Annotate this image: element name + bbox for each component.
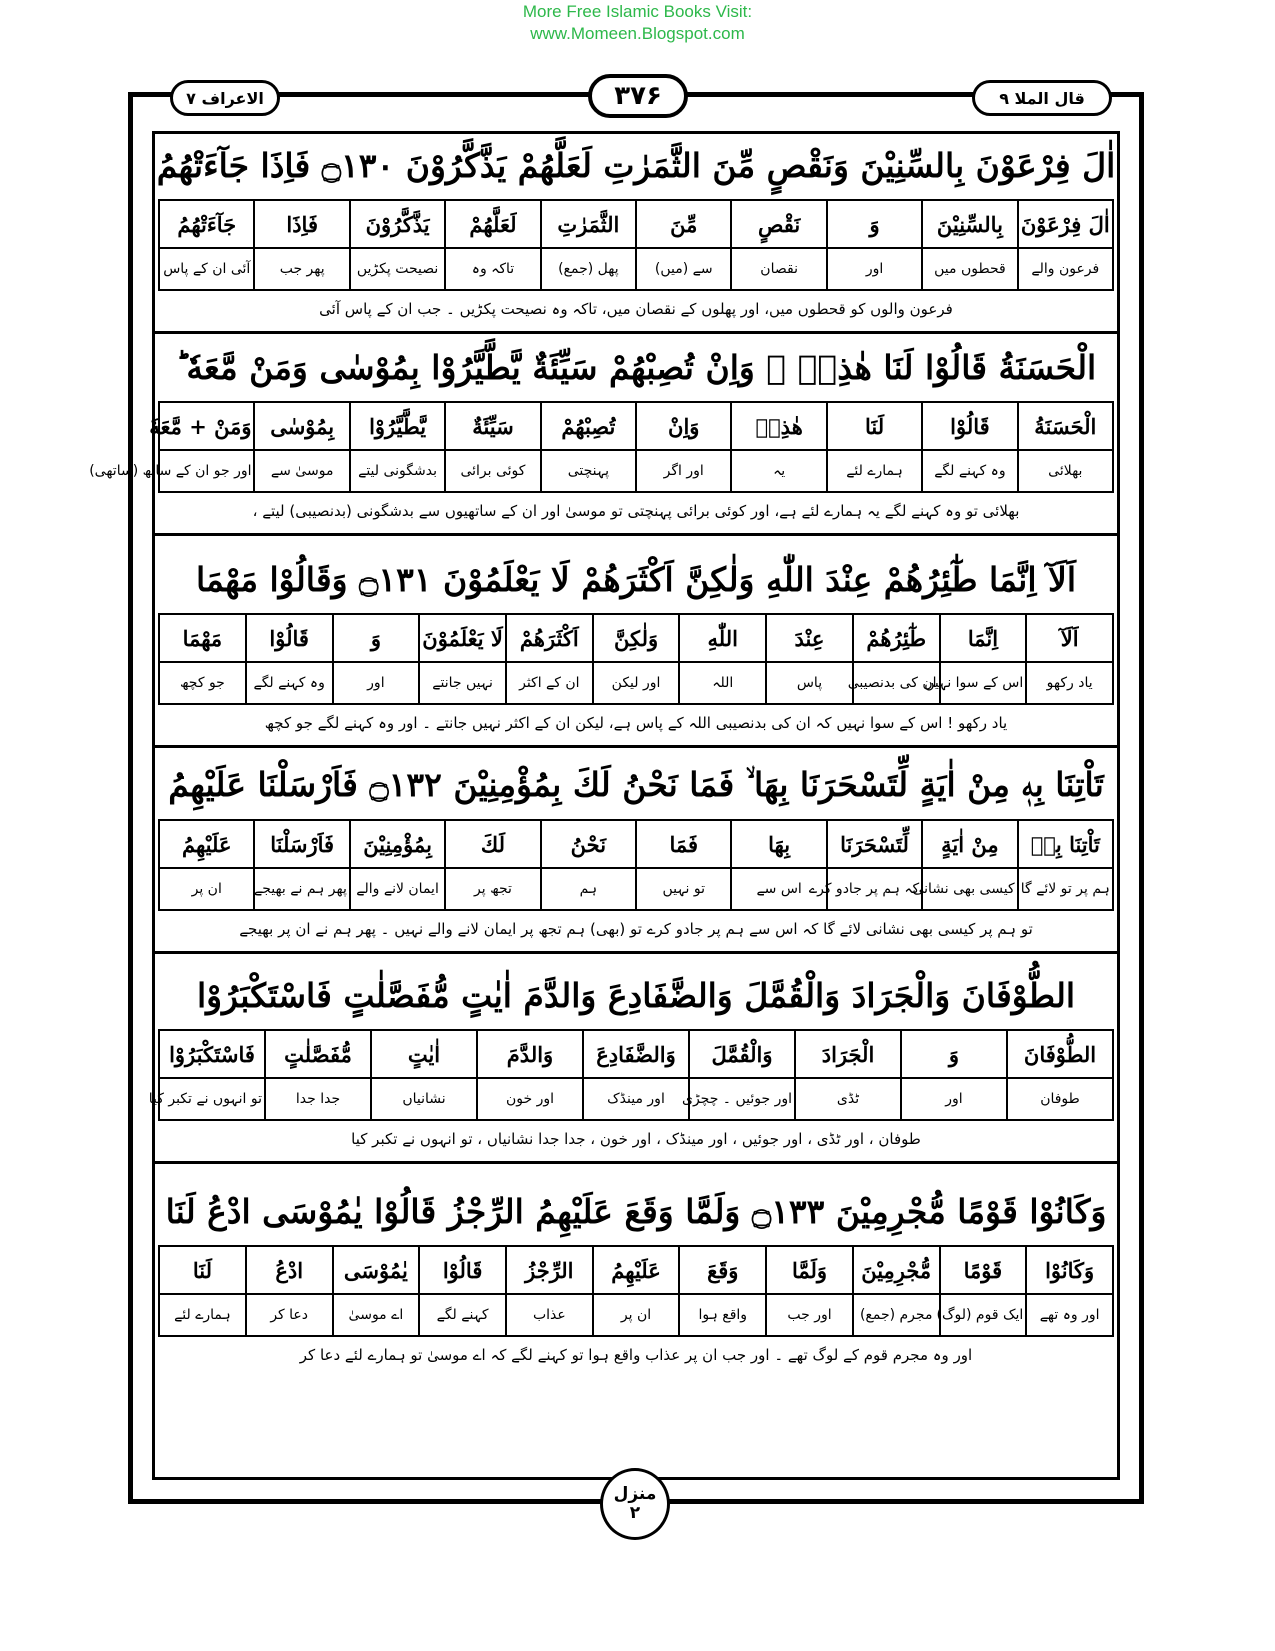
- arabic-verse-line: وَكَانُوْا قَوْمًا مُّجْرِمِيْنَ ۝١٣٣ وَلَمَّا وَقَعَ عَلَيْهِمُ الرِّجْزُ قَالُوْا يٰمُوْسَى ادْعُ لَنَا: [165, 1191, 1107, 1231]
- urdu-meaning-cell: مجرم (جمع): [853, 1294, 940, 1336]
- urdu-meaning-cell: اے موسیٰ: [333, 1294, 420, 1336]
- urdu-meaning-cell: پہنچتی: [541, 450, 636, 492]
- arabic-words-row: [159, 200, 1113, 248]
- urdu-translation-line: بھلائی تو وہ کہنے لگے یہ ہمارے لئے ہے، اور کوئی برائی پہنچتی تو موسیٰ اور ان کے ساتھیوں سے بدشگونی (بدنصیبی) لیتے ،: [252, 502, 1020, 520]
- urdu-meaning-cell: پھر جب: [254, 248, 349, 290]
- urdu-translation-line: تو ہم پر کیسی بھی نشانی لائے گا کہ اس سے ہم پر جادو کرے تو (بھی) ہم تجھ پر ایمان لانے والے نہیں ۔ پھر ہم نے ان پر بھیجے: [239, 920, 1033, 938]
- urdu-meaning-cell: نشانیاں: [371, 1078, 477, 1120]
- arabic-word-cell: يٰمُوْسَى: [333, 1246, 420, 1294]
- arabic-word-cell: وَلٰكِنَّ: [593, 614, 680, 662]
- urdu-meaning-cell: فرعون والے: [1018, 248, 1113, 290]
- urdu-meaning-cell: اور: [901, 1078, 1007, 1120]
- arabic-word-cell: الْحَسَنَةُ: [1018, 402, 1113, 450]
- arabic-word-cell: وَالدَّمَ: [477, 1030, 583, 1078]
- urdu-meaning-cell: واقع ہوا: [679, 1294, 766, 1336]
- arabic-word-cell: يَذَّكَّرُوْنَ: [350, 200, 445, 248]
- urdu-meaning-cell: تو نہیں: [636, 868, 731, 910]
- surah-label: الاعراف ۷: [170, 80, 280, 116]
- arabic-word-cell: اٰيٰتٍ: [371, 1030, 477, 1078]
- urdu-meaning-cell: ٹڈی: [795, 1078, 901, 1120]
- section-divider: [155, 331, 1117, 334]
- arabic-words-row: [159, 614, 1113, 662]
- manzil-label: منزل: [613, 1484, 657, 1505]
- urdu-meaning-cell: ان کی بدنصیبی: [853, 662, 940, 704]
- arabic-word-cell: وَالضَّفَادِعَ: [583, 1030, 689, 1078]
- word-meaning-table: [158, 613, 1114, 705]
- urdu-meaning-cell: ان پر: [593, 1294, 680, 1336]
- arabic-word-cell: بِالسِّنِيْنَ: [922, 200, 1017, 248]
- arabic-word-cell: لَنَا: [159, 1246, 246, 1294]
- urdu-meaning-cell: اور اگر: [636, 450, 731, 492]
- promo-line-1: More Free Islamic Books Visit:: [522, 2, 753, 21]
- arabic-word-cell: جَآءَتْهُمُ: [159, 200, 254, 248]
- urdu-meaning-cell: اور جوئیں ۔ چچڑی: [689, 1078, 795, 1120]
- urdu-meaning-cell: آئی ان کے پاس: [159, 248, 254, 290]
- urdu-meaning-cell: اور وہ تھے: [1026, 1294, 1113, 1336]
- arabic-word-cell: لَنَا: [827, 402, 922, 450]
- arabic-word-cell: الثَّمَرٰتِ: [541, 200, 636, 248]
- promo-website-link[interactable]: www.Momeen.Blogspot.com: [530, 24, 745, 43]
- urdu-meaning-cell: ان پر: [159, 868, 254, 910]
- arabic-word-cell: مُّفَصَّلٰتٍ: [265, 1030, 371, 1078]
- urdu-meaning-cell: کوئی برائی: [445, 450, 540, 492]
- arabic-word-cell: فَاسْتَكْبَرُوْا: [159, 1030, 265, 1078]
- word-meaning-table: [158, 819, 1114, 911]
- urdu-translation-line: طوفان ، اور ٹڈی ، اور جوئیں ، اور مینڈک ، اور خون ، جدا جدا نشانیاں ، تو انہوں نے تکبر کیا: [351, 1130, 921, 1148]
- urdu-meaning-cell: موسیٰ سے: [254, 450, 349, 492]
- arabic-word-cell: مُّجْرِمِيْنَ: [853, 1246, 940, 1294]
- arabic-word-cell: قَالُوْا: [419, 1246, 506, 1294]
- urdu-meaning-cell: ہم: [541, 868, 636, 910]
- urdu-meaning-cell: نصیحت پکڑیں: [350, 248, 445, 290]
- arabic-word-cell: وَالْقُمَّلَ: [689, 1030, 795, 1078]
- arabic-word-cell: اَلَآ: [1026, 614, 1113, 662]
- urdu-translation-line: یاد رکھو ! اس کے سوا نہیں کہ ان کی بدنصیبی اللہ کے پاس ہے، لیکن ان کے اکثر نہیں جانتے ۔ اور وہ کہنے لگے جو کچھ: [264, 714, 1008, 732]
- arabic-word-cell: لَا يَعْلَمُوْنَ: [419, 614, 506, 662]
- urdu-meaning-cell: ایمان لانے والے: [350, 868, 445, 910]
- urdu-meaning-cell: کہنے لگے: [419, 1294, 506, 1336]
- arabic-word-cell: قَالُوْا: [246, 614, 333, 662]
- arabic-word-cell: بِمُؤْمِنِيْنَ: [350, 820, 445, 868]
- arabic-word-cell: عِنْدَ: [766, 614, 853, 662]
- urdu-meaning-cell: اور: [827, 248, 922, 290]
- arabic-word-cell: عَلَيْهِمُ: [159, 820, 254, 868]
- urdu-meaning-cell: اس سے: [731, 868, 826, 910]
- arabic-verse-line: تَاْتِنَا بِهٖ مِنْ اٰيَةٍ لِّتَسْحَرَنَا بِهَا ۙ فَمَا نَحْنُ لَكَ بِمُؤْمِنِيْنَ ۝١٣٢ فَاَرْسَلْنَا عَلَيْهِمُ: [168, 765, 1104, 804]
- urdu-meaning-cell: دعا کر: [246, 1294, 333, 1336]
- urdu-meaning-cell: جدا جدا: [265, 1078, 371, 1120]
- word-meaning-table: [158, 199, 1114, 291]
- urdu-meaning-cell: اور مینڈک: [583, 1078, 689, 1120]
- urdu-meaning-cell: نہیں جانتے: [419, 662, 506, 704]
- arabic-word-cell: قَوْمًا: [940, 1246, 1027, 1294]
- arabic-words-row: [159, 1030, 1113, 1078]
- urdu-meaning-cell: اور جو ان کے ساتھ (ساتھی): [159, 450, 254, 492]
- urdu-meaning-cell: یہ: [731, 450, 826, 492]
- word-meaning-table: [148, 1029, 1114, 1121]
- arabic-word-cell: سَيِّئَةٌ: [445, 402, 540, 450]
- urdu-meaning-cell: اور: [333, 662, 420, 704]
- urdu-meanings-row: [159, 868, 1113, 910]
- arabic-verse-line: اٰلَ فِرْعَوْنَ بِالسِّنِيْنَ وَنَقْصٍ مِّنَ الثَّمَرٰتِ لَعَلَّهُمْ يَذَّكَّرُوْنَ ۝١٣٠ فَاِذَا جَآءَتْهُمُ: [156, 145, 1116, 185]
- arabic-word-cell: الرِّجْزُ: [506, 1246, 593, 1294]
- arabic-word-cell: فَاَرْسَلْنَا: [254, 820, 349, 868]
- urdu-meanings-row: [159, 450, 1113, 492]
- arabic-word-cell: وَمَنْ + مَّعَهٗ: [159, 402, 254, 450]
- arabic-word-cell: وَ: [333, 614, 420, 662]
- arabic-word-cell: وَكَانُوْا: [1026, 1246, 1113, 1294]
- urdu-meaning-cell: پھل (جمع): [541, 248, 636, 290]
- page-number: ۳۷۶: [588, 74, 688, 118]
- word-meaning-table: [158, 1245, 1114, 1337]
- arabic-word-cell: مَهْمَا: [159, 614, 246, 662]
- urdu-meaning-cell: ان کے اکثر: [506, 662, 593, 704]
- urdu-meaning-cell: ہمارے لئے: [827, 450, 922, 492]
- arabic-word-cell: تَاْتِنَا بِهٖ: [1018, 820, 1113, 868]
- urdu-meaning-cell: سے (میں): [636, 248, 731, 290]
- section-divider: [155, 533, 1117, 536]
- section-divider: [155, 745, 1117, 748]
- urdu-meaning-cell: ہم پر تو لائے گا: [1018, 868, 1113, 910]
- urdu-meaning-cell: اس کے سوا نہیں: [940, 662, 1027, 704]
- word-meaning-table: [89, 401, 1114, 493]
- arabic-verse-line: اَلَآ اِنَّمَا طٰٓئِرُهُمْ عِنْدَ اللّٰهِ وَلٰكِنَّ اَكْثَرَهُمْ لَا يَعْلَمُوْنَ ۝١٣١ وَقَالُوْا مَهْمَا: [196, 559, 1076, 599]
- arabic-word-cell: اَكْثَرَهُمْ: [506, 614, 593, 662]
- urdu-meanings-row: [159, 1294, 1113, 1336]
- arabic-word-cell: ادْعُ: [246, 1246, 333, 1294]
- manzil-marker: [600, 1468, 670, 1540]
- arabic-word-cell: نَقْصٍ: [731, 200, 826, 248]
- urdu-meaning-cell: یاد رکھو: [1026, 662, 1113, 704]
- manzil-number: ۲: [629, 1503, 641, 1523]
- urdu-meaning-cell: عذاب: [506, 1294, 593, 1336]
- arabic-word-cell: هٰذِهٖ: [731, 402, 826, 450]
- arabic-word-cell: لَعَلَّهُمْ: [445, 200, 540, 248]
- arabic-word-cell: نَحْنُ: [541, 820, 636, 868]
- urdu-meaning-cell: ہمارے لئے: [159, 1294, 246, 1336]
- arabic-words-row: [159, 402, 1113, 450]
- arabic-word-cell: مِّنَ: [636, 200, 731, 248]
- arabic-word-cell: لَكَ: [445, 820, 540, 868]
- urdu-meaning-cell: قحطوں میں: [922, 248, 1017, 290]
- arabic-word-cell: الطُّوْفَانَ: [1007, 1030, 1113, 1078]
- arabic-word-cell: بِمُوْسٰى: [254, 402, 349, 450]
- arabic-word-cell: مِنْ اٰيَةٍ: [922, 820, 1017, 868]
- urdu-meaning-cell: کیسی بھی نشانی: [922, 868, 1017, 910]
- urdu-meaning-cell: اور جب: [766, 1294, 853, 1336]
- arabic-word-cell: وَلَمَّا: [766, 1246, 853, 1294]
- urdu-meaning-cell: تاکہ وہ: [445, 248, 540, 290]
- urdu-meaning-cell: وہ کہنے لگے: [246, 662, 333, 704]
- urdu-meaning-cell: پاس: [766, 662, 853, 704]
- urdu-meaning-cell: اللہ: [679, 662, 766, 704]
- arabic-words-row: [159, 820, 1113, 868]
- section-divider: [155, 951, 1117, 954]
- arabic-word-cell: الْجَرَادَ: [795, 1030, 901, 1078]
- urdu-meaning-cell: پھر ہم نے بھیجے: [254, 868, 349, 910]
- arabic-word-cell: بِهَا: [731, 820, 826, 868]
- urdu-meaning-cell: بدشگونی لیتے: [350, 450, 445, 492]
- arabic-word-cell: تُصِبْهُمْ: [541, 402, 636, 450]
- arabic-word-cell: اِنَّمَا: [940, 614, 1027, 662]
- urdu-meaning-cell: اور خون: [477, 1078, 583, 1120]
- arabic-words-row: [159, 1246, 1113, 1294]
- urdu-translation-line: فرعون والوں کو قحطوں میں، اور پھلوں کے نقصان میں، تاکہ وہ نصیحت پکڑیں ۔ جب ان کے پاس آئی: [319, 300, 953, 318]
- urdu-meaning-cell: ایک قوم (لوگ): [940, 1294, 1027, 1336]
- urdu-meaning-cell: تجھ پر: [445, 868, 540, 910]
- arabic-word-cell: اٰلَ فِرْعَوْنَ: [1018, 200, 1113, 248]
- arabic-word-cell: يَّطَّيَّرُوْا: [350, 402, 445, 450]
- urdu-meaning-cell: تو انہوں نے تکبر کیا: [159, 1078, 265, 1120]
- urdu-meaning-cell: اور لیکن: [593, 662, 680, 704]
- urdu-meaning-cell: کہ ہم پر جادو کرے: [827, 868, 922, 910]
- arabic-word-cell: وَ: [901, 1030, 1007, 1078]
- arabic-word-cell: وَ: [827, 200, 922, 248]
- arabic-word-cell: لِّتَسْحَرَنَا: [827, 820, 922, 868]
- arabic-word-cell: فَمَا: [636, 820, 731, 868]
- arabic-verse-line: الْحَسَنَةُ قَالُوْا لَنَا هٰذِهٖ ۚ وَاِنْ تُصِبْهُمْ سَيِّئَةٌ يَّطَّيَّرُوْا بِمُوْسٰى وَمَنْ مَّعَهٗ ؕ: [175, 347, 1097, 387]
- juz-label: قال الملا ۹: [972, 80, 1112, 116]
- arabic-word-cell: وَاِنْ: [636, 402, 731, 450]
- urdu-meaning-cell: طوفان: [1007, 1078, 1113, 1120]
- urdu-meaning-cell: وہ کہنے لگے: [922, 450, 1017, 492]
- urdu-meanings-row: [159, 662, 1113, 704]
- arabic-word-cell: طٰٓئِرُهُمْ: [853, 614, 940, 662]
- arabic-word-cell: فَاِذَا: [254, 200, 349, 248]
- urdu-meanings-row: [159, 248, 1113, 290]
- urdu-meanings-row: [159, 1078, 1113, 1120]
- urdu-meaning-cell: نقصان: [731, 248, 826, 290]
- arabic-word-cell: قَالُوْا: [922, 402, 1017, 450]
- section-divider: [155, 1161, 1117, 1164]
- urdu-meaning-cell: جو کچھ: [159, 662, 246, 704]
- arabic-word-cell: اللّٰهِ: [679, 614, 766, 662]
- urdu-translation-line: اور وہ مجرم قوم کے لوگ تھے ۔ اور جب ان پر عذاب واقع ہوا تو کہنے لگے کہ اے موسیٰ تو ہمارے لئے دعا کر: [299, 1346, 973, 1364]
- arabic-verse-line: الطُّوْفَانَ وَالْجَرَادَ وَالْقُمَّلَ وَالضَّفَادِعَ وَالدَّمَ اٰيٰتٍ مُّفَصَّلٰتٍ فَاسْتَكْبَرُوْا: [196, 975, 1076, 1015]
- arabic-word-cell: عَلَيْهِمُ: [593, 1246, 680, 1294]
- urdu-meaning-cell: بھلائی: [1018, 450, 1113, 492]
- arabic-word-cell: وَقَعَ: [679, 1246, 766, 1294]
